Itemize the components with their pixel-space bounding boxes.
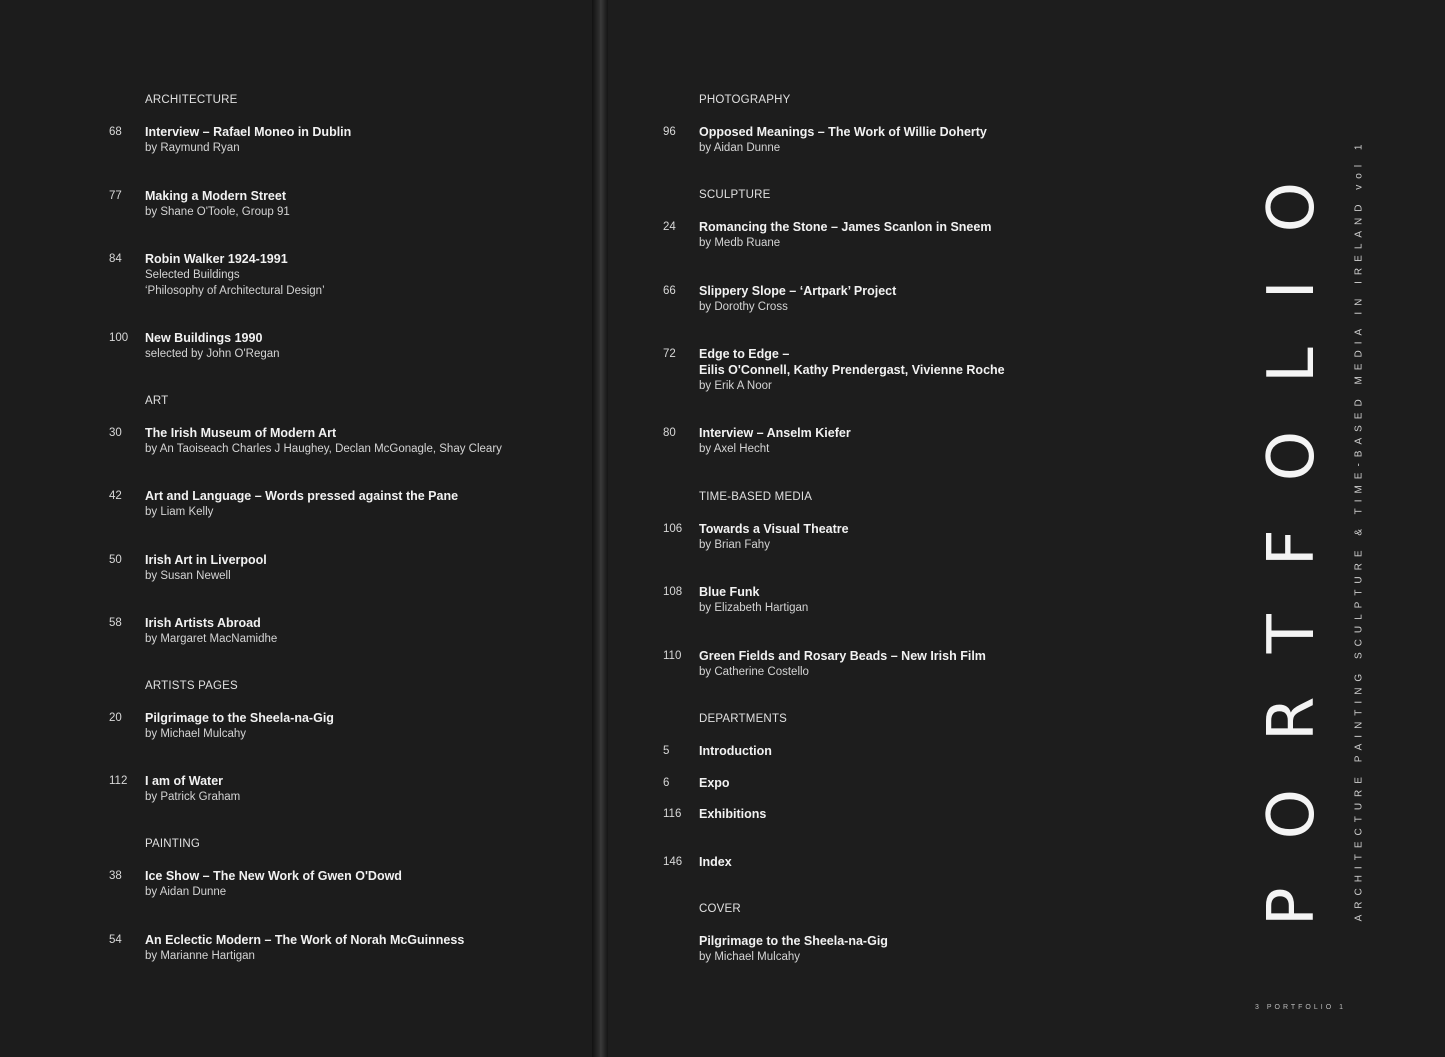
entry-byline: by Brian Fahy: [699, 539, 770, 551]
entry-byline: by Marianne Hartigan: [145, 950, 255, 962]
entry-byline: by Erik A Noor: [699, 380, 772, 392]
section-heading-photography: PHOTOGRAPHY: [699, 94, 791, 106]
page-number: 6: [663, 777, 670, 789]
entry-title: Irish Art in Liverpool: [145, 553, 267, 567]
page-number: 54: [109, 934, 122, 946]
left-page: [0, 0, 596, 1057]
entry-title: Irish Artists Abroad: [145, 616, 261, 630]
entry-byline: by Shane O'Toole, Group 91: [145, 206, 290, 218]
entry-title: Ice Show – The New Work of Gwen O'Dowd: [145, 869, 402, 883]
page-number: 106: [663, 523, 683, 535]
entry-byline: by Dorothy Cross: [699, 301, 788, 313]
entry-byline: by Patrick Graham: [145, 791, 241, 803]
page-number: 110: [663, 650, 682, 662]
entry-byline: by Medb Ruane: [699, 237, 781, 249]
page-number: 50: [109, 554, 122, 566]
entry-title: Interview – Anselm Kiefer: [699, 426, 851, 440]
page-number: 77: [109, 190, 122, 202]
page-number: 24: [663, 221, 676, 233]
entry-title: Introduction: [699, 744, 772, 758]
section-heading-departments: DEPARTMENTS: [699, 713, 788, 725]
entry-title: Green Fields and Rosary Beads – New Irish Film: [699, 649, 986, 663]
section-heading-art: ART: [145, 395, 169, 407]
section-heading-painting: PAINTING: [145, 838, 201, 850]
page-number: 5: [663, 745, 670, 757]
page-number: 80: [663, 427, 676, 439]
page-number: 112: [109, 775, 128, 787]
entry-byline: Selected Buildings: [145, 269, 240, 281]
page-number: 96: [663, 126, 676, 138]
entry-title: Expo: [699, 776, 730, 790]
entry-title: Slippery Slope – ‘Artpark’ Project: [699, 284, 897, 298]
entry-byline: by Michael Mulcahy: [699, 951, 800, 963]
entry-byline: by Aidan Dunne: [699, 142, 781, 154]
entry-title: Romancing the Stone – James Scanlon in Sneem: [699, 220, 992, 234]
entry-byline: by Raymund Ryan: [145, 142, 240, 154]
page-number: 84: [109, 253, 122, 265]
page-number: 68: [109, 126, 122, 138]
entry-title: Edge to Edge –: [699, 347, 790, 361]
entry-title-line2: Eilis O'Connell, Kathy Prendergast, Vivienne Roche: [699, 363, 1005, 377]
entry-title: Opposed Meanings – The Work of Willie Doherty: [699, 125, 987, 139]
section-heading-architecture: ARCHITECTURE: [145, 94, 238, 106]
entry-title: Towards a Visual Theatre: [699, 522, 849, 536]
entry-byline: by Liam Kelly: [145, 506, 214, 518]
page-number: 72: [663, 348, 676, 360]
entry-byline: ‘Philosophy of Architectural Design’: [145, 285, 325, 297]
page-number: 38: [109, 870, 122, 882]
entry-title: Pilgrimage to the Sheela-na-Gig: [699, 934, 888, 948]
masthead-subtitle: ARCHITECTURE PAINTING SCULPTURE & TIME-BASED MEDIA IN IRELAND vol 1: [1353, 138, 1365, 922]
section-heading-artists-pages: ARTISTS PAGES: [145, 680, 238, 692]
entry-title: Pilgrimage to the Sheela-na-Gig: [145, 711, 334, 725]
page-number: 108: [663, 586, 683, 598]
entry-byline: by Elizabeth Hartigan: [699, 602, 809, 614]
entry-byline: by Aidan Dunne: [145, 886, 227, 898]
entry-title: Index: [699, 855, 732, 869]
entry-title: Art and Language – Words pressed against the Pane: [145, 489, 459, 503]
page-number: 100: [109, 332, 129, 344]
entry-byline: by An Taoiseach Charles J Haughey, Declan McGonagle, Shay Cleary: [145, 443, 502, 455]
page-number: 20: [109, 712, 122, 724]
entry-title: New Buildings 1990: [145, 331, 263, 345]
section-heading-cover: COVER: [699, 903, 741, 915]
spine-fold: [592, 0, 608, 1057]
entry-byline: by Susan Newell: [145, 570, 231, 582]
entry-byline: by Catherine Costello: [699, 666, 809, 678]
entry-title: Making a Modern Street: [145, 189, 286, 203]
entry-title: Robin Walker 1924-1991: [145, 252, 288, 266]
page-number: 116: [663, 808, 682, 820]
masthead-title: PORTFOLIO: [1255, 134, 1329, 926]
entry-byline: by Margaret MacNamidhe: [145, 633, 278, 645]
page-number: 42: [109, 490, 122, 502]
entry-title: An Eclectic Modern – The Work of Norah McGuinness: [145, 933, 465, 947]
page-number: 66: [663, 285, 676, 297]
entry-title: Blue Funk: [699, 585, 760, 599]
entry-title: I am of Water: [145, 774, 224, 788]
page-number: 146: [663, 856, 683, 868]
entry-byline: by Michael Mulcahy: [145, 728, 246, 740]
entry-title: The Irish Museum of Modern Art: [145, 426, 337, 440]
page-number: 58: [109, 617, 122, 629]
page-number: 30: [109, 427, 122, 439]
folio-footer: 3 PORTFOLIO 1: [1255, 1004, 1346, 1011]
entry-byline: by Axel Hecht: [699, 443, 770, 455]
entry-byline: selected by John O'Regan: [145, 348, 280, 360]
entry-title: Exhibitions: [699, 807, 767, 821]
section-heading-time-based-media: TIME-BASED MEDIA: [699, 491, 813, 503]
entry-title: Interview – Rafael Moneo in Dublin: [145, 125, 352, 139]
section-heading-sculpture: SCULPTURE: [699, 189, 771, 201]
